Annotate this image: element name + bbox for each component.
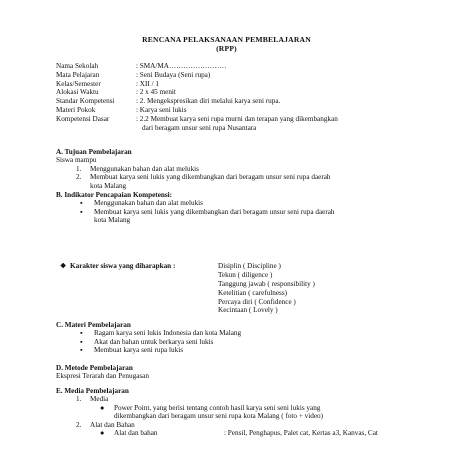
bullet-icon: ▪ bbox=[80, 329, 83, 338]
info-row bbox=[56, 71, 416, 80]
list-item-continuation: dikembangkan dari beragam unsur seni rupa kota Malang ( foto + video) bbox=[114, 412, 324, 421]
list-item: 1. Menggunakan bahan dan alat melukis bbox=[76, 164, 199, 173]
karakter-heading: ❖ Karakter siswa yang diharapkan : bbox=[60, 262, 176, 270]
info-value: : XII / 1 bbox=[136, 79, 159, 88]
list-item: ▪ Ragam karya seni lukis Indonesia dan kota Malang bbox=[80, 329, 242, 338]
section-c bbox=[56, 321, 416, 355]
bullet-icon: ▪ bbox=[80, 337, 83, 346]
section-intro: Siswa mampu bbox=[56, 156, 97, 165]
karakter-item: Percaya diri ( Confidence ) bbox=[218, 297, 296, 306]
document-title: RENCANA PELAKSANAAN PEMBELAJARAN bbox=[142, 35, 311, 44]
list-item: ▪ Menggunakan bahan dan alat melukis bbox=[80, 199, 203, 208]
section-heading: D. Metode Pembelajaran bbox=[56, 364, 133, 372]
list-item: 1. Media bbox=[76, 395, 109, 404]
info-value: : SMA/MA…………………… bbox=[136, 62, 227, 70]
bullet-icon: ● bbox=[100, 429, 105, 438]
info-value: : 2.2 Membuat karya seni rupa murni dan terapan yang dikembangkan bbox=[136, 114, 338, 123]
bullet-icon: ▪ bbox=[80, 346, 83, 355]
info-row bbox=[56, 97, 416, 106]
list-item: ▪ Membuat karya seni rupa lukis bbox=[80, 346, 184, 355]
karakter-list bbox=[218, 262, 315, 315]
info-label: Alokasi Waktu bbox=[56, 88, 99, 97]
karakter-item: Disiplin ( Discipline ) bbox=[218, 262, 281, 270]
section-heading: B. Indikator Pencapaian Kompetensi: bbox=[56, 191, 173, 199]
info-row bbox=[56, 115, 416, 124]
list-item: ● Alat dan bahan : Pensil, Penghapus, Palet cat, Kertas a3, Kanvas, Cat bbox=[100, 429, 378, 438]
karakter-item: Tanggung jawab ( responsibility ) bbox=[218, 279, 315, 288]
info-label: Nama Sekolah bbox=[56, 62, 99, 70]
karakter-item: Kecintaan ( Lovely ) bbox=[218, 306, 278, 315]
section-a bbox=[56, 148, 416, 190]
karakter-item: Tekun ( diligence ) bbox=[218, 270, 273, 279]
info-row bbox=[56, 80, 416, 89]
info-row bbox=[56, 106, 416, 115]
document-subtitle: (RPP) bbox=[216, 44, 237, 53]
info-value: : Seni Budaya (Seni rupa) bbox=[136, 70, 211, 79]
info-continuation: dari beragam unsur seni rupa Nusantara bbox=[142, 123, 257, 132]
section-b bbox=[56, 191, 416, 225]
info-value: : Karya seni lukis bbox=[136, 105, 187, 114]
bullet-icon: ▪ bbox=[80, 207, 83, 216]
section-d bbox=[56, 364, 416, 381]
bullet-icon: ▪ bbox=[80, 199, 83, 208]
info-label: Materi Pokok bbox=[56, 105, 96, 114]
identity-table bbox=[56, 62, 416, 132]
info-value: : 2 x 45 menit bbox=[136, 88, 176, 97]
section-text: Ekspresi Terarah dan Penugasan bbox=[56, 372, 149, 381]
info-label: Kelas/Semester bbox=[56, 79, 101, 88]
list-item: ▪ Membuat karya seni lukis yang dikembangkan dari beragam unsur seni rupa daerah bbox=[80, 207, 335, 216]
section-heading: C. Materi Pembelajaran bbox=[56, 321, 131, 329]
karakter-item: Ketelitian ( carefulness) bbox=[218, 288, 288, 297]
info-row bbox=[56, 88, 416, 97]
section-heading: A. Tujuan Pembelajaran bbox=[56, 148, 132, 156]
list-item: ▪ Akat dan bahan untuk berkarya seni lukis bbox=[80, 337, 214, 346]
list-item-continuation: kota Malang bbox=[90, 181, 127, 190]
info-label: Mata Pelajaran bbox=[56, 70, 100, 79]
bullet-icon: ● bbox=[100, 403, 105, 412]
list-item: 2. Alat dan Bahan bbox=[76, 420, 135, 429]
diamond-bullet-icon: ❖ bbox=[60, 262, 67, 270]
info-row bbox=[56, 62, 416, 71]
list-item: 2. Membuat karya seni lukis yang dikembangkan dari beragam unsur seni rupa daerah bbox=[76, 173, 331, 182]
info-value: : 2. Mengekspresikan diri melalui karya seni rupa. bbox=[136, 97, 281, 106]
list-item: ● Power Point, yang berisi tentang contoh hasil karya seni seni lukis yang bbox=[100, 403, 321, 412]
info-label: Kompetensi Dasar bbox=[56, 114, 110, 123]
section-heading: E. Media Pembelajaran bbox=[56, 387, 129, 395]
list-item-continuation: kota Malang bbox=[94, 216, 131, 225]
section-e bbox=[56, 387, 416, 437]
info-label: Standar Kompetensi bbox=[56, 97, 115, 106]
